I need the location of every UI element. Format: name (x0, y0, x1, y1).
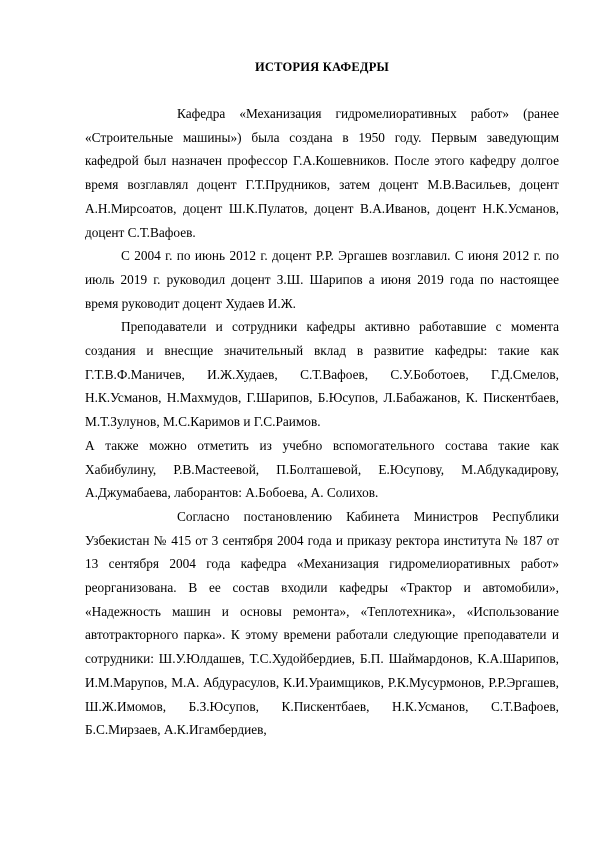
paragraph-department-heads: С 2004 г. по июнь 2012 г. доцент Р.Р. Эргашев возглавил. С июня 2012 г. по июль 2019 г. руководил доцент З.Ш. Шарипов а июня 2019 года по настоящее время руководит доцент Худаев И.Ж. (85, 248, 559, 311)
document-body (85, 102, 559, 742)
document-title: ИСТОРИЯ КАФЕДРЫ (254, 60, 390, 74)
paragraph-support-staff: А также можно отметить из учебно вспомогательного состава такие как Хабибулину, Р.В.Мастеевой, П.Болташевой, Е.Юсупову, М.Абдукадирову, А.Джумабаева, лаборантов: А.Бобоева, А. Солихов. (85, 437, 559, 501)
paragraph-department-history: Кафедра «Механизация гидромелиоративных работ» (ранее «Строительные машины») была создана в 1950 году. Первым заведующим кафедрой был назначен профессор Г.А.Кошевников. После этого кафедру долгое время возглавлял доцент Г.Т.Прудников, затем доцент М.В.Васильев, доцент А.Н.Мирсоатов, доцент Ш.К.Пулатов, доцент В.А.Иванов, доцент Н.К.Усманов, доцент С.Т.Вафоев. (85, 106, 559, 240)
paragraph-staff-contributors: Преподаватели и сотрудники кафедры активно работавшие с момента создания и внесщие значительный вклад в развитие кафедры: такие как Г.Т.В.Ф.Маничев, И.Ж.Худаев, С.Т.Вафоев, С.У.Боботоев, Г.Д.Смелов, Н.К.Усманов, Н.Махмудов, Г.Шарипов, Б.Юсупов, Л.Бабажанов, К. Пискентбаев, М.Т.Зулунов, М.С.Каримов и Г.С.Раимов. (85, 319, 559, 430)
paragraph-reorganization: Согласно постановлению Кабинета Министров Республики Узбекистан № 415 от 3 сентября 2004 года и приказу ректора института № 187 от 13 сентября 2004 года кафедра «Механизация гидромелиоративных работ» реорганизована. В ее состав входили кафедры «Трактор и автомобили», «Надежность машин и основы ремонта», «Теплотехника», «Использование автотракторного парка». К этому времени работали следующие преподаватели и сотрудники: Ш.У.Юлдашев, Т.С.Худойбердиев, Б.П. Шаймардонов, К.А.Шарипов, И.М.Марупов, М.А. Абдурасулов, К.И.Ураимщиков, Р.К.Мусурмонов, Р.Р.Эргашев, Ш.Ж.Имомов, Б.З.Юсупов, К.Пискентбаев, Н.К.Усманов, С.Т.Вафоев, Б.С.Мирзаев, А.К.Игамбердиев, (85, 508, 559, 738)
